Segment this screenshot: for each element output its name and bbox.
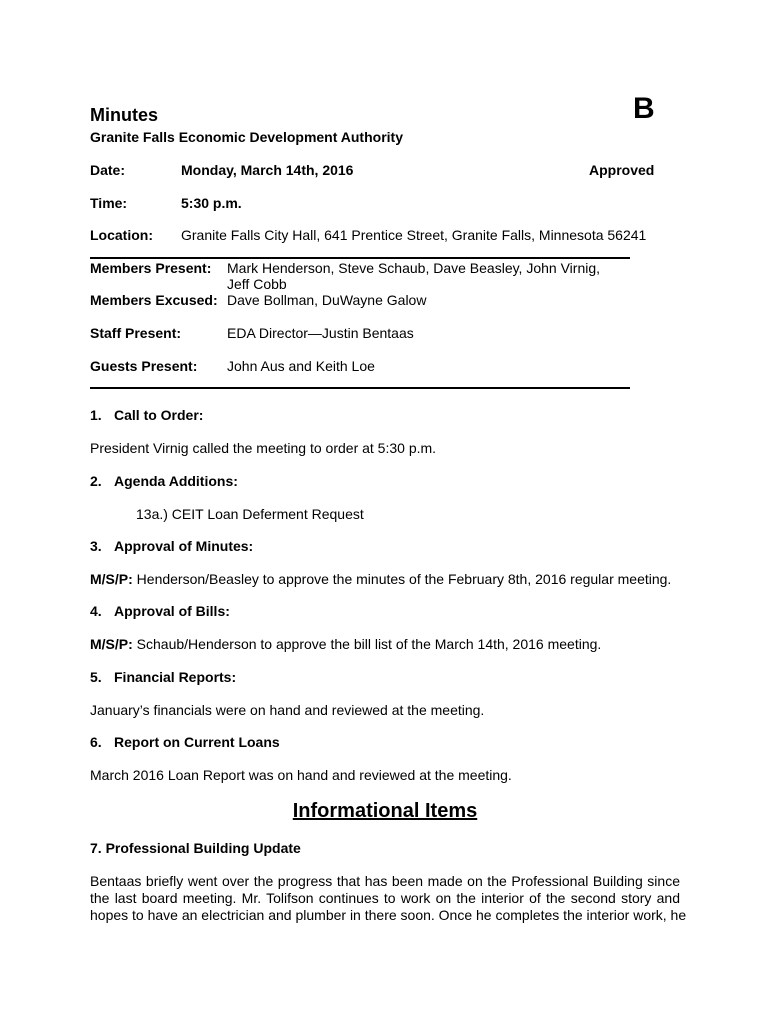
section-title: Financial Reports: bbox=[114, 669, 237, 685]
section-financial-reports bbox=[90, 669, 236, 685]
call-to-order-text: President Virnig called the meeting to order at 5:30 p.m. bbox=[90, 440, 437, 456]
approval-status: Approved bbox=[589, 162, 655, 178]
professional-building-paragraph bbox=[90, 873, 687, 924]
section-professional-building: 7. Professional Building Update bbox=[90, 840, 301, 856]
organization-name: Granite Falls Economic Development Authority bbox=[90, 129, 403, 145]
paragraph-line: Bentaas briefly went over the progress that has been made on the Professional Building since bbox=[90, 873, 680, 889]
section-agenda-additions bbox=[90, 473, 238, 489]
time-value: 5:30 p.m. bbox=[181, 195, 242, 211]
time-label: Time: bbox=[90, 195, 128, 211]
motion-label: M/S/P: bbox=[90, 636, 133, 652]
financial-reports-text: January’s financials were on hand and reviewed at the meeting. bbox=[90, 702, 485, 718]
section-number: 2. bbox=[90, 473, 102, 489]
section-number: 3. bbox=[90, 538, 102, 554]
current-loans-text: March 2016 Loan Report was on hand and reviewed at the meeting. bbox=[90, 767, 512, 783]
attachment-letter: B bbox=[633, 92, 655, 125]
members-present-line2: Jeff Cobb bbox=[227, 276, 287, 292]
section-number: 1. bbox=[90, 407, 102, 423]
section-current-loans bbox=[90, 734, 280, 750]
section-approval-of-minutes bbox=[90, 538, 253, 554]
agenda-addition-item: 13a.) CEIT Loan Deferment Request bbox=[136, 506, 364, 522]
section-title: Call to Order: bbox=[114, 407, 204, 423]
motion-text: Henderson/Beasley to approve the minutes of the February 8th, 2016 regular meeting. bbox=[132, 571, 672, 587]
location-label: Location: bbox=[90, 227, 153, 243]
members-excused-label: Members Excused: bbox=[90, 292, 218, 308]
document-title: Minutes bbox=[90, 105, 159, 125]
members-excused-value: Dave Bollman, DuWayne Galow bbox=[227, 292, 427, 308]
divider-bottom bbox=[90, 387, 630, 389]
section-number: 5. bbox=[90, 669, 102, 685]
members-present-label: Members Present: bbox=[90, 260, 212, 276]
section-number: 6. bbox=[90, 734, 102, 750]
members-present-line1: Mark Henderson, Steve Schaub, Dave Beasley, John Virnig, bbox=[227, 260, 601, 276]
section-title: Approval of Bills: bbox=[114, 603, 230, 619]
section-call-to-order bbox=[90, 407, 203, 423]
guests-present-value: John Aus and Keith Loe bbox=[227, 358, 375, 374]
informational-items-heading: Informational Items bbox=[292, 800, 478, 822]
section-approval-of-bills bbox=[90, 603, 230, 619]
paragraph-line: hopes to have an electrician and plumber in there soon. Once he completes the interior work, he bbox=[90, 907, 687, 923]
divider-top bbox=[90, 257, 630, 259]
motion-text: Schaub/Henderson to approve the bill list of the March 14th, 2016 meeting. bbox=[132, 636, 602, 652]
section-title: Approval of Minutes: bbox=[114, 538, 254, 554]
location-value: Granite Falls City Hall, 641 Prentice Street, Granite Falls, Minnesota 56241 bbox=[181, 227, 647, 243]
section-title: Agenda Additions: bbox=[114, 473, 238, 489]
paragraph-line: the last board meeting. Mr. Tolifson continues to work on the interior of the second story and bbox=[90, 890, 680, 906]
minutes-motion bbox=[90, 571, 671, 587]
bills-motion bbox=[90, 636, 601, 652]
guests-present-label: Guests Present: bbox=[90, 358, 198, 374]
staff-present-label: Staff Present: bbox=[90, 325, 182, 341]
section-number: 4. bbox=[90, 603, 102, 619]
staff-present-value: EDA Director—Justin Bentaas bbox=[227, 325, 414, 341]
date-label: Date: bbox=[90, 162, 126, 178]
section-title: Report on Current Loans bbox=[114, 734, 280, 750]
date-value: Monday, March 14th, 2016 bbox=[181, 162, 354, 178]
motion-label: M/S/P: bbox=[90, 571, 133, 587]
